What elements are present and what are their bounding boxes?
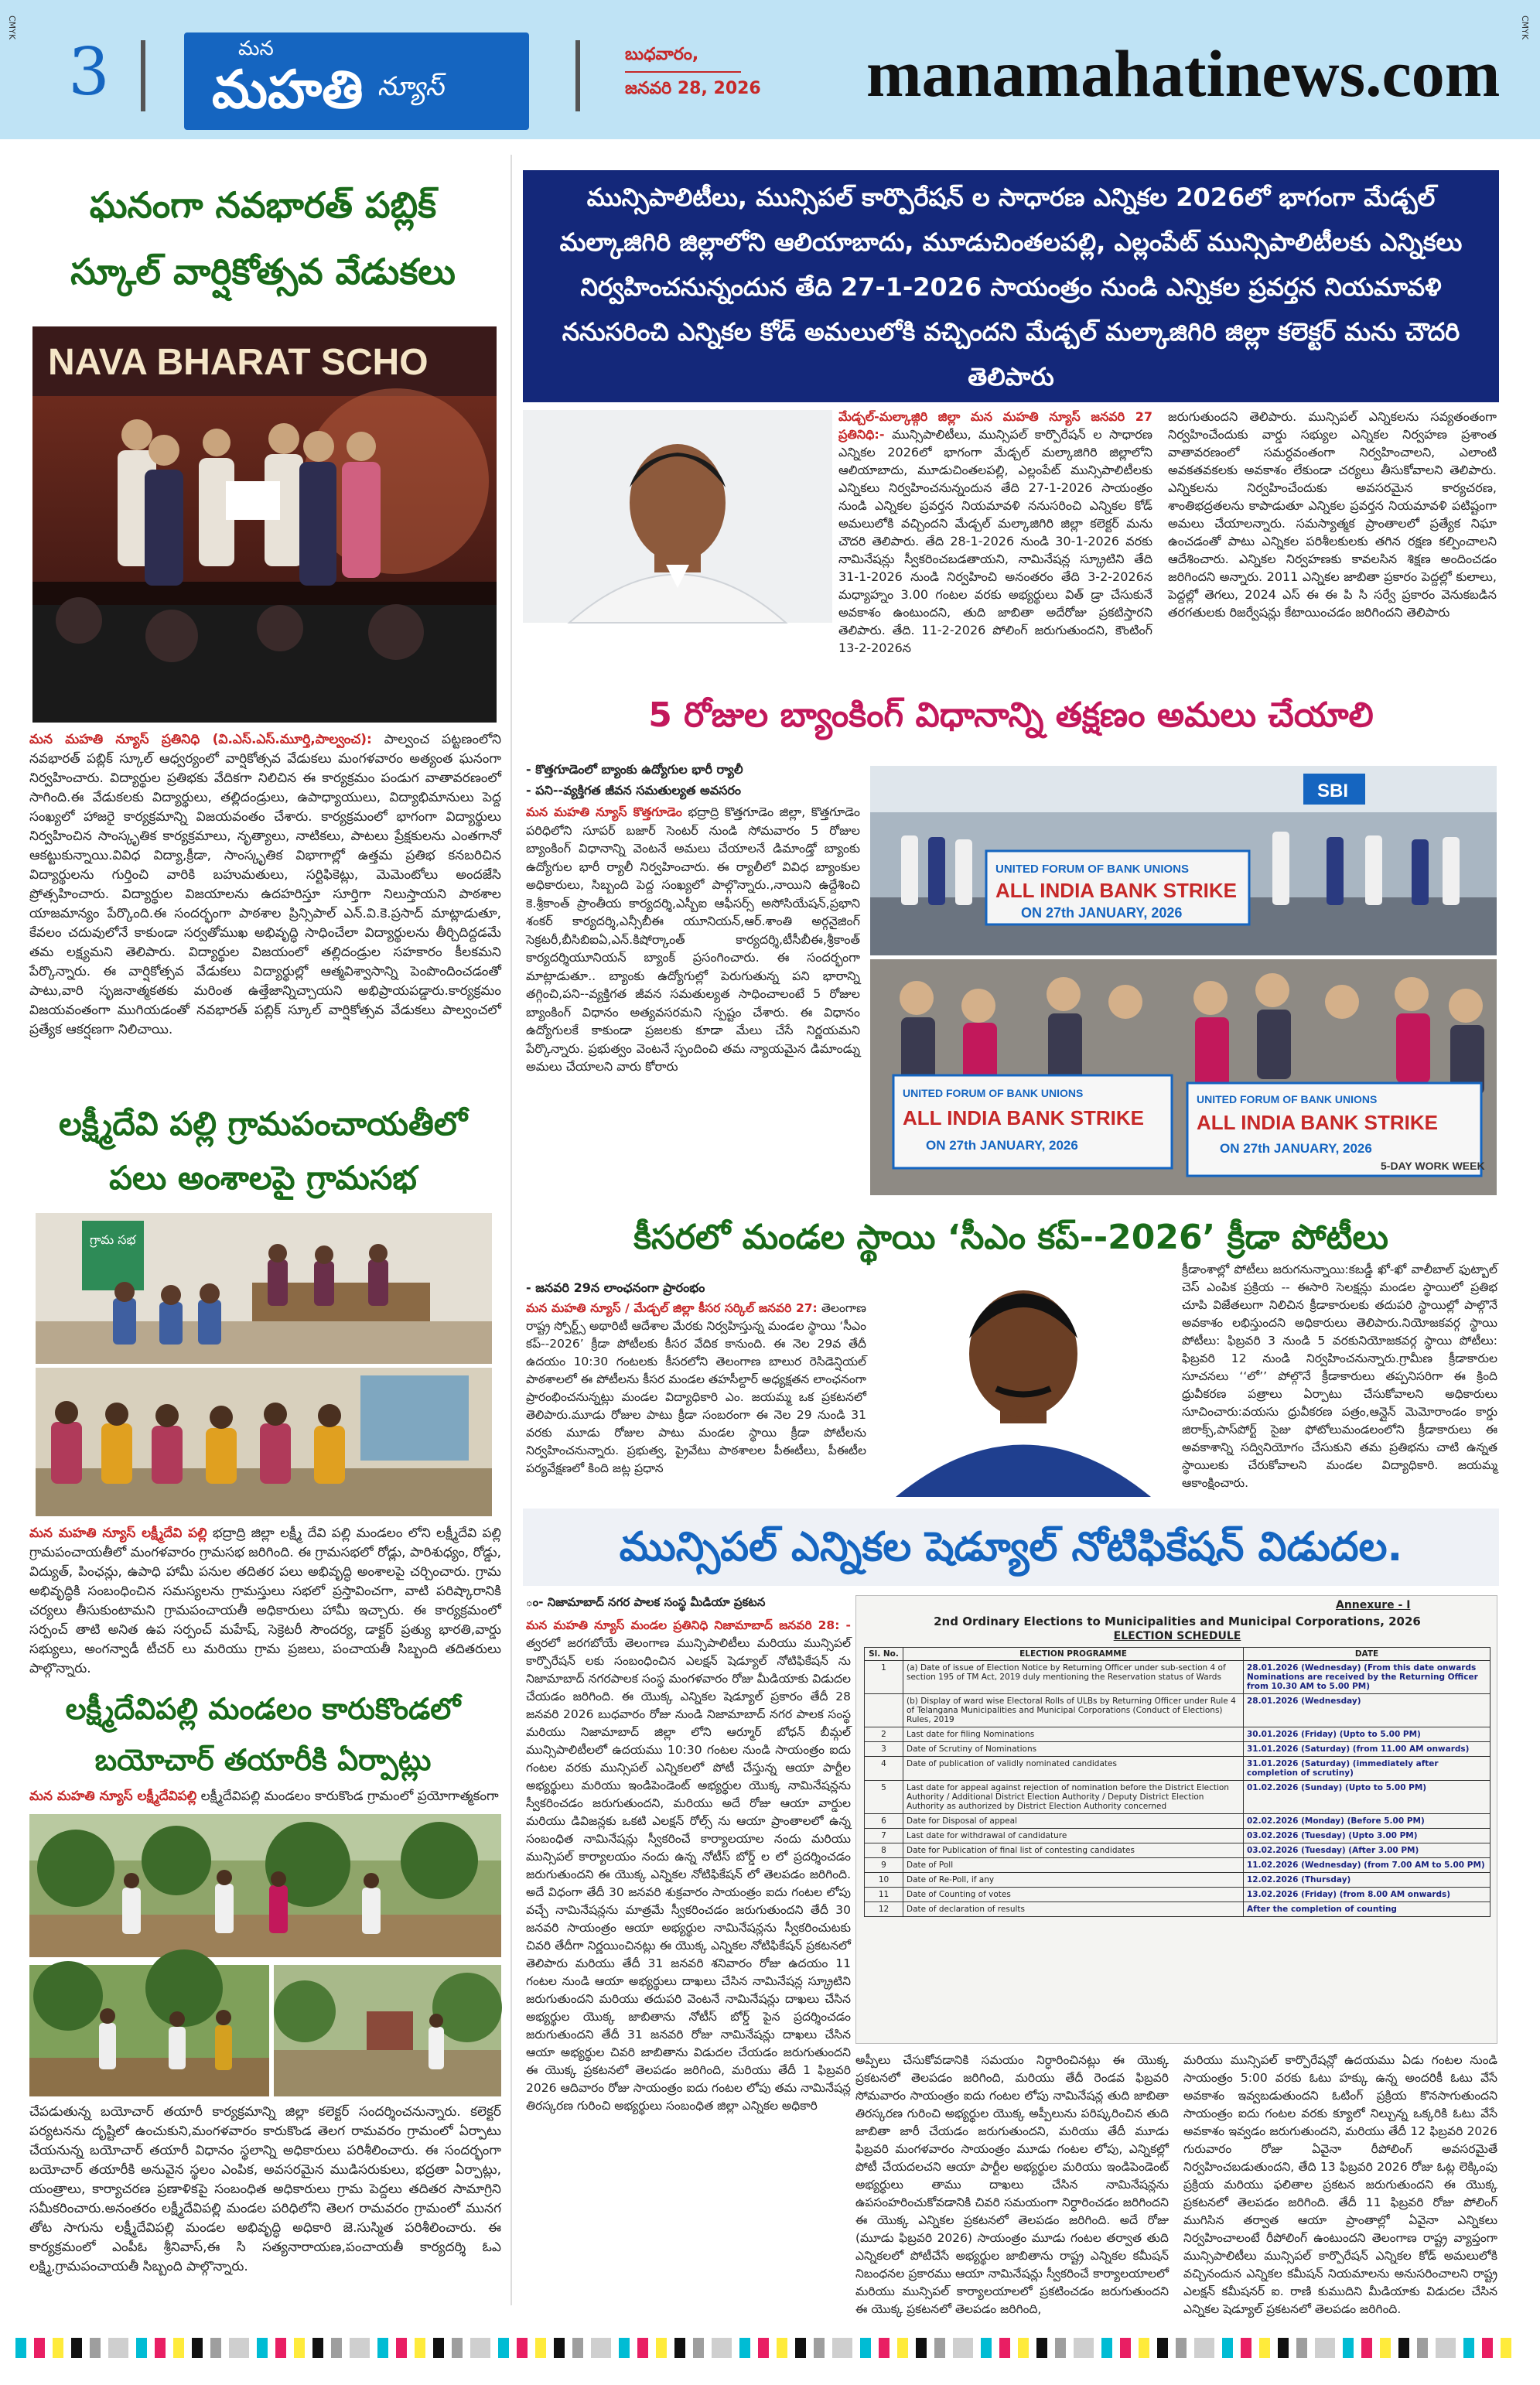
schedule-annex: Annexure - I [1336, 1599, 1411, 1611]
schedule-cell-date: 31.01.2026 (Saturday) (from 11.00 AM onwards) [1244, 1742, 1490, 1757]
registration-mark [591, 2338, 611, 2358]
strike-banner-3-line2: ALL INDIA BANK STRIKE [1197, 1111, 1438, 1134]
schedule-cell-slno: 5 [865, 1781, 903, 1814]
registration-mark [693, 2338, 704, 2358]
strike-banner-1-line1: UNITED FORUM OF BANK UNIONS [995, 863, 1189, 876]
schedule-body-text-3: మరియు మున్సిపల్ కార్పొరేషన్లో ఉదయము ఏడు గంటల నుండి సాయంత్రం 5:00 వరకు ఓటు హక్కు ఉన్న అందరికీ ఓటు వేసే అవకాశం ఇవ్వబడుతుందని ఓటింగ్ ప్రక్రియ కొనసాగుతుందని సాయంత్రం ఐదు గంటల వరకు క్యూలో నిల్చున్న ఒక్కరికి ఓటు వేసే అవకాశం ఇవ్వడం జరుగుతుందని, మరియు తేదీ 12 ఫిబ్రవరి 2026 గురువారం రోజు ఏవైనా రీపోలింగ్ అవసరమైతే నిర్వహించబడుతుందని, తేది 13 ఫిబ్రవరి 2026 రోజు ఓట్ల లెక్కింపు ప్రక్రియ మరియు ఫలితాల ప్రకటన జరుగుతుందని ఈ యొక్క ప్రకటనలో తెలపడం జరిగింది. తేదీ 11 ఫిబ్రవరి రోజు పోలింగ్ ముగిసిన తర్వాత ఆయా ప్రాంతాల్లో ఏవైనా ఎన్నికలు నిర్వహించాలంటే రీపోలింగ్ ఉంటుందని తెలంగాణ రాష్ట్ర వ్యాప్తంగా మున్సిపాలిటీలు మున్సిపల్ కార్పొరేషన్ ఎన్నికల కోడ్ అమలులోకి వచ్చినందున ఎన్నికల కమీషన్ నియమాలను అనుసరించాలని రాష్ట్ర ఎలక్షన్ కమీషనర్ ఐ. రాణి కుముదిని మీడియాకు విడుదల చేసిన ఎన్నికల షెడ్యూల్ ప్రకటనలో తెలపడం జరిగింది. [1183, 2053, 1497, 2316]
biochar-field-illustration-3 [274, 1965, 501, 2096]
gramasabha-poster-text: గ్రామ సభ [90, 1232, 136, 1247]
school-body-text: పాల్వంచ పట్టణంలోని నవభారత్ పబ్లిక్ స్కూల్ ఆధ్వర్యంలో వార్షికోత్సవ వేడుకలు మంగళవారం అత్యంత ఘనంగా నిర్వహించారు. విద్యార్థుల ప్రతిభకు వేదికగా నిలిచిన ఈ కార్యక్రమం పండుగ వాతావరణంలో సాగింది.ఈ వేడుకలకు విద్యార్థులు, తల్లిదండ్రులు, ఉపాధ్యాయులు, విద్యాభిమానులు పెద్ద సంఖ్యలో హాజరై కార్యక్రమాన్ని విజయవంతం చేశారు. కార్యక్రమంలో భాగంగా విద్యార్థులు నిర్వహించిన సాంస్కృతిక కార్యక్రమాలు, నృత్యాలు, నాటికలు, పాటలు ప్రేక్షకులను ఎంతగానో ఆకట్టుకున్నాయి.వివిధ విద్యా,క్రీడా, సాంస్కృతిక విభాగాల్లో ఉత్తమ ప్రతిభ కనబరిచిన విద్యార్థులను గుర్తించి వారికి బహుమతులు, సర్టిఫికెట్లు, మెమెంటోలు అందజేసి ప్రోత్సహించారు. విద్యార్థుల విజయాలను ఉదహరిస్తూ సూర్తిగా నిలుస్తాయని పాఠశాల యాజమాన్యం పేర్కొంది.ఈ సందర్భంగా పాఠశాల ప్రిన్సిపాల్ ఎన్.వి.కె.ప్రసాద్ మాట్లాడుతూ, కేవలం చదువులోనే కాకుండా సర్వతోముఖ అభివృద్ధి సాధించేలా విద్యార్థులను తీర్చిదిద్దడమే తమ లక్ష్యమని తెలిపారు. విద్యార్థుల విజయంలో తల్లిదండ్రుల సహకారం కీలకమని పేర్కొన్నారు. ఈ వార్షికోత్సవ వేడుకలు విద్యార్థుల్లో ఆత్మవిశ్వాసాన్ని పెంపొందించడంతో పాటు,వారి సృజనాత్మకతకు మరింత ఉత్తేజాన్నిచ్చాయని అభిప్రాయపడ్డారు.కార్యక్రమం విజయవంతంగా ముగియడంతో నవభారత్ పబ్లిక్ స్కూల్ వార్షికోత్సవ వేడుకలు పాల్వంచలో ప్రత్యేక ఆకర్షణగా నిలిచాయి. [29, 732, 502, 1037]
gramasabha-dateline: మన మహతి న్యూస్ లక్ష్మీదేవి పల్లి [29, 1526, 207, 1541]
registration-mark [1120, 2338, 1131, 2358]
registration-mark [90, 2338, 101, 2358]
logo-main: మహతి [212, 60, 364, 121]
schedule-cell-slno: 2 [865, 1727, 903, 1742]
schedule-row [865, 1873, 1490, 1888]
registration-mark [619, 2338, 630, 2358]
masthead [0, 0, 1540, 139]
schedule-header-programme: ELECTION PROGRAMME [903, 1648, 1244, 1661]
schedule-bullet: ం- నిజామాబాద్ నగర పాలక సంస్థ మీడియా ప్రకటన [526, 1595, 766, 1609]
website-url: manamahatinews.com [866, 36, 1501, 111]
schedule-header-slno: Sl. No. [865, 1648, 903, 1661]
schedule-cell-programme: Date for Publication of final list of contesting candidates [903, 1843, 1244, 1858]
registration-mark [1241, 2338, 1251, 2358]
elections-headline: మున్సిపాలిటీలు, మున్సిపల్ కార్పొరేషన్ ల సాధారణ ఎన్నికల 2026లో భాగంగా మేడ్చల్ మల్కాజిగిరి జిల్లాలోని ఆలియాబాదు, మూడుచింతలపల్లి, ఎల్లంపేట్ మున్సిపాలిటీలకు ఎన్నికలు నిర్వహించనున్నందున తేది 27-1-2026 సాయంత్రం నుండి ఎన్నికల ప్రవర్తన నియమావళి ననుసరించి ఎన్నికల కోడ్ అమలులోకి వచ్చిందని మేడ్చల్ మల్కాజిగిరి జిల్లా కలెక్టర్ మను చౌదరి తెలిపారు [559, 183, 1463, 391]
registration-mark [1436, 2338, 1456, 2358]
registration-mark [173, 2338, 184, 2358]
registration-mark [210, 2338, 221, 2358]
schedule-body-col3 [1183, 2052, 1497, 2316]
bank-rally-photo-1 [870, 766, 1497, 955]
collector-portrait [523, 410, 832, 623]
registration-mark [535, 2338, 546, 2358]
cmcup-body-col1 [526, 1300, 866, 1497]
schedule-row [865, 1661, 1490, 1694]
school-dateline: మన మహతి న్యూస్ ప్రతినిధి (వి.ఎస్.ఎస్.మూర్తి,పాల్వంచ): [29, 732, 372, 747]
registration-mark [953, 2338, 973, 2358]
registration-mark [1315, 2338, 1335, 2358]
schedule-row [865, 1757, 1490, 1781]
schedule-cell-date: 28.01.2026 (Wednesday) (From this date onwards Nominations are received by the Returning Officer from 10.30 AM to 5.00 PM) [1244, 1661, 1490, 1694]
banking-dateline: మన మహతి న్యూస్ కొత్తగూడెం [526, 805, 682, 819]
schedule-row [865, 1814, 1490, 1829]
elections-body-col2 [1168, 408, 1497, 636]
schedule-row [865, 1781, 1490, 1814]
schedule-cell-slno: 1 [865, 1661, 903, 1694]
schedule-body-text-2: అప్పీలు చేసుకోవడానికి సమయం నిర్ధారించినట్లు ఈ యొక్క ప్రకటనలో తెలపడం జరిగింది, మరియు తేదీ రెండవ ఫిబ్రవరి సోమవారం సాయంత్రం ఐదు గంటల లోపు నామినేషన్ల తుది జాబితా తిరస్కరణ గురించి అభ్యర్థుల యొక్క అప్పీలును పరిష్కరించిన తుది జాబితా జారీ చేయడం జరుగుతుందని, మరియు తేదీ మూడు ఫిబ్రవరి మంగళవారం సాయంత్రం మూడు గంటల లోపు, ఎన్నికల్లో పోటీ చేయదలచని ఆయా పార్టీల అభ్యర్థుల మరియు ఇండిపెండెంట్ అభ్యర్థులు తాము దాఖలు చేసిన నామినేషన్లను ఉపసంహరించుకోవడానికి చివరి సమయంగా నిర్ధారించడం జరిగిందని ఈ యొక్క ఎన్నికల ప్రకటనలో తెలపడం జరిగింది. అదే రోజు (మూడు ఫిబ్రవరి 2026) సాయంత్రం మూడు గంటల తర్వాత తుది ఎన్నికలలో పోటీచేసే అభ్యర్థుల జాబితాను రాష్ట్ర ఎన్నికల కమీషన్ నిబంధనల ప్రకారము ఆయా నామినేషన్లు స్వీకరించే కార్యాలయాలలో మరియు మున్సిపల్ కార్యాలయాలలో ప్రకటించడం జరుగుతుందని ఈ యొక్క ప్రకటనలో తెలపడం జరిగింది, [855, 2053, 1169, 2316]
cmyk-label-left: CMYK [7, 15, 17, 40]
schedule-cell-date: After the completion of counting [1244, 1902, 1490, 1917]
registration-mark [377, 2338, 388, 2358]
registration-mark [275, 2338, 286, 2358]
registration-mark [1501, 2338, 1511, 2358]
elections-body-text-2: జరుగుతుందని తెలిపారు. మున్సిపల్ ఎన్నికలను సవ్యతంతంగా నిర్వహించేందుకు వార్డు సభ్యుల ఎన్నికల నిర్వహణ ప్రశాంత వాతావరణంలో సమర్ధవంతంగా నిర్వహించాలని, ఎలాంటి అవకతవకలకు అవకాశం లేకుండా చర్యలు తీసుకోవాలని తెలిపారు. ఎన్నికలను నిర్వహించేందుకు అవసరమైన కార్యచరణ, శాంతిభద్రతలను కాపాడుతూ ఎన్నికల ప్రవర్తన నియమావళి పటిష్టంగా అమలు చేయాలన్నారు. సమస్యాత్మక ప్రాంతాలలో ప్రత్యేక నిఘా ఉంచడంతో పాటు ఎన్నికల పరిశీలకులకు తగిన రక్షణ కల్పించాలని ఆదేశించారు. ఎన్నికల నిర్వహణకు కావలసిన శిక్షణ అందించడం జరిగిందని అన్నారు. 2011 ఎన్నికల జాబితా ప్రకారం పెద్దల్లో కులాలు, పెద్దల్లో తెగలు, 2024 ఎస్ ఈ ఈ పి సి సర్వే ప్రకారం వెనుకబడిన తరగతులకు రిజర్వేషన్లు కేటాయించడం జరిగిందని తెలిపారు [1168, 409, 1497, 620]
registration-mark [1343, 2338, 1354, 2358]
newspaper-logo [184, 32, 529, 130]
schedule-cell-slno: 4 [865, 1757, 903, 1781]
collector-photo [523, 410, 832, 623]
schedule-cell-date: 03.02.2026 (Tuesday) (After 3.00 PM) [1244, 1843, 1490, 1858]
schedule-cell-programme: Last date for filing Nominations [903, 1727, 1244, 1742]
registration-mark [739, 2338, 750, 2358]
cmcup-dateline: మన మహతి న్యూస్ / మేడ్చల్ జిల్లా కీసర సర్కిల్ జనవరి 27: [526, 1301, 818, 1315]
schedule-cell-date: 28.01.2026 (Wednesday) [1244, 1694, 1490, 1727]
registration-mark [554, 2338, 565, 2358]
schedule-cell-programme: (a) Date of issue of Election Notice by Returning Officer under sub-section 4 of section 195 of TM Act, 2019 duly mentioning the Reservation status of Wards [903, 1661, 1244, 1694]
divider [141, 40, 145, 111]
registration-mark [1482, 2338, 1493, 2358]
registration-mark [795, 2338, 806, 2358]
biochar-field-illustration-2 [29, 1965, 269, 2096]
schedule-cell-date: 02.02.2026 (Monday) (Before 5.00 PM) [1244, 1814, 1490, 1829]
registration-mark [1018, 2338, 1029, 2358]
schedule-body-text-1: త్వరలో జరగబోయే తెలంగాణ మున్సిపాలిటీలు మరియు మున్సిపల్ కార్పొరేషన్ లకు సంబంధించిన ఎలక్షన్ షెడ్యూల్ నోటిఫికేషన్ ను నిజామాబాద్ నగరపాలక సంస్థ మంగళవారం రోజు మీడియాకు విడుదల చేయడం జరిగింది. ఈ యొక్క ఎన్నికల షెడ్యూల్ ప్రకారం తేదీ 28 జనవరి 2026 బుధవారం రోజు నుండి నిజామాబాద్ నగర పాలక సంస్థ మరియు నిజామాబాద్ జిల్లా లోని ఆర్మూర్ బోధన్ బీమ్గల్ మున్సిపాలిటీలలో ఉదయము 10:30 గంటల నుండి సాయంత్రం ఐదు గంటల వరకు మున్సిపల్ ఎన్నికలలో పోటీ చేస్తున్న ఆయా పార్టీల అభ్యర్థులు మరియు ఇండిపెండెంట్ అభ్యర్థుల యొక్క నామినేషన్లను స్వీకరించడం జరుగుతుందని, మరియు అదే రోజు ఆయా వార్డుల మరియు డివిజన్లకు ఒకటి ఎలక్షన్ రోల్స్ ను ఆయా ప్రాంతాలలో ఉన్న సంబంధిత నామినేషన్లు స్వీకరించే కార్యాలయాల నందు మరియు మున్సిపల్ కార్యాలయం నందు ఉన్న నోటీస్ బోర్డ్ ల లో ప్రదర్శించడం జరుగుతుందని ఈ యొక్క ఎన్నికల నోటిఫికేషన్ లో తెలపడం జరిగింది. అదే విధంగా తేదీ 30 జనవరి శుక్రవారం సాయంత్రం ఐదు గంటల లోపు వచ్చే నామినేషన్లను మాత్రమే స్వీకరించడం జరుగుతుందని తేదీ 30 జనవరి సాయంత్రం ఆయా అభ్యర్థుల నామినేషన్లను స్వీకరించుటకు చివరి తేదీగా నిర్ణయించినట్లు ఈ యొక్క ఎన్నికల నోటిఫికేషన్ ప్రకటనలో తెలిపారు మరియు తేదీ 31 జనవరి శనివారం రోజు ఉదయం 11 గంటల నుండి ఆయా అభ్యర్థులు దాఖలు చేసిన నామినేషన్ల స్క్రూటిని జరుగుతుందని మరియు తదుపరి వెంటనే నామినేషన్లు దాఖలు చేసిన అభ్యర్థుల యొక్క జాబితాను నోటీస్ బోర్డ్ పైన ప్రదర్శించడం జరుగుతుందని తేదీ 31 జనవరి రోజు నామినేషన్లు దాఖలు చేసిన ఆయా అభ్యర్థుల చివరి జాబితాను విడుదల చేయడం జరుగుతుందని ఈ యొక్క ప్రకటనలో తెలపడం జరిగింది, మరియు తేదీ 1 ఫిబ్రవరి 2026 ఆదివారం రోజు సాయంత్రం ఐదు గంటల లోపు తమ నామినేషన్ల తిరస్కరణ గురించి అభ్యర్థులు సంబంధిత జిల్లా ఎన్నికల అధికారి [526, 1636, 851, 2113]
schedule-cell-date: 01.02.2026 (Sunday) (Upto to 5.00 PM) [1244, 1781, 1490, 1814]
gramasabha-body-text: భద్రాద్రి జిల్లా లక్ష్మీ దేవి పల్లి మండలం లోని లక్ష్మీదేవి పల్లి గ్రామపంచాయతీలో మంగళవారం గ్రామసభ జరిగింది. ఈ గ్రామసభలో రోడ్లు, పారిశుధ్యం, రోడ్డు, విద్యుత్, పింఛన్లు, ఉపాధి హామీ పనుల తదితర పలు అభివృద్ధి అంశాలపై చర్చించారు. గ్రామ అభివృద్ధికి సంబంధించిన సమస్యలను గ్రామస్తులు సభలో ప్రస్తావించగా, వాటి పరిష్కారానికి చర్యలు తీసుకుంటామని గ్రామపంచాయతీ అధికారులు హామీ ఇచ్చారు. ఈ కార్యక్రమంలో సర్పంచ్ తాటి అనిత ఉప సర్పంచ్ మహేష్, సెక్రెటరీ సౌందర్య, డాక్టర్ ప్రత్యు భారతి,వార్డు సభ్యులు, అంగన్వాడీ టీచర్ లు మరియు గ్రామ ప్రజలు, పంచాయతీ సిబ్బంది తదితరులు పాల్గొన్నారు. [29, 1526, 502, 1676]
registration-mark [981, 2338, 992, 2358]
registration-mark [758, 2338, 769, 2358]
schedule-cell-programme: Last date for appeal against rejection of nomination before the District Election Authority / Additional District Election Authority / Deputy District Election Authority as authorized by District Election Authority concerned [903, 1781, 1244, 1814]
cmcup-body-text-1: తెలంగాణ రాష్ట్ర స్పోర్ట్స్ అథారిటీ ఆదేశాల మేరకు నిర్వహిస్తున్న మండల స్థాయి ‘సీఎం కప్--2026’ క్రీడా పోటీలకు కీసర వేదిక కానుంది. ఈ నెల 29వ తేదీ ఉదయం 10:30 గంటలకు కీసరలోని తెలంగాణ బాలుర రెసిడెన్షియల్ పాఠశాలలో ఈ పోటీలను కీసర మండల తహసీల్దార్ అధ్యక్షతన లాంఛనంగా ప్రారంభించనున్నట్లు మండల విద్యాధికారి ఎం. జయమ్మ ఒక ప్రకటనలో తెలిపారు.మూడు రోజుల పాటు క్రీడా సంబరంగా ఈ నెల 29 నుండి 31 వరకు మూడు రోజుల పాటు మండల స్థాయి క్రీడా పోటీలను నిర్వహించనున్నారు. ప్రభుత్వ, ప్రైవేటు పాఠశాలల పీఈటీలు, పీఈటీల పర్యవేక్షణలో కింది జట్ల ప్రధాన [526, 1301, 867, 1475]
registration-mark [916, 2338, 927, 2358]
biochar-dateline: మన మహతి న్యూస్ లక్ష్మీదేవిపల్లి [29, 1789, 197, 1804]
schedule-cell-date: 30.01.2026 (Friday) (Upto to 5.00 PM) [1244, 1727, 1490, 1742]
schedule-cell-date: 11.02.2026 (Wednesday) (from 7.00 AM to 5.00 PM) [1244, 1858, 1490, 1873]
sbi-sign-text: SBI [1317, 781, 1349, 801]
registration-mark [999, 2338, 1010, 2358]
registration-mark [1417, 2338, 1428, 2358]
schedule-row [865, 1829, 1490, 1843]
school-headline-line1: ఘనంగా నవభారత్ పబ్లిక్ [89, 184, 437, 226]
registration-mark [674, 2338, 685, 2358]
schedule-header-date: DATE [1244, 1648, 1490, 1661]
registration-mark [832, 2338, 852, 2358]
registration-mark [15, 2338, 26, 2358]
logo-top: మన [238, 37, 274, 60]
registration-mark [433, 2338, 444, 2358]
schedule-cell-slno: 8 [865, 1843, 903, 1858]
schedule-row [865, 1902, 1490, 1917]
schedule-row [865, 1888, 1490, 1902]
cmcup-bullet: - జనవరి 29న లాంఛనంగా ప్రారంభం [526, 1280, 705, 1295]
strike-banner-2-line3: ON 27th JANUARY, 2026 [926, 1138, 1078, 1153]
registration-mark [1074, 2338, 1094, 2358]
registration-mark [934, 2338, 945, 2358]
issue-date: జనవరి 28, 2026 [625, 79, 761, 98]
registration-mark [572, 2338, 583, 2358]
schedule-cell-date: 12.02.2026 (Thursday) [1244, 1873, 1490, 1888]
schedule-cell-slno: 10 [865, 1873, 903, 1888]
school-event-photo [32, 326, 497, 723]
registration-mark [1222, 2338, 1233, 2358]
banking-body-text: భద్రాద్రి కొత్తగూడెం జిల్లా, కొత్తగూడెం పరిధిలోని సూపర్ బజార్ సెంటర్ నుండి సోమవారం 5 రోజుల బ్యాంకింగ్ విధానాన్ని వెంటనే అమలు చేయాలనే డిమాండ్తో బ్యాంకు ఉద్యోగుల భారీ ర్యాలీ నిర్వహించారు. ఈ ర్యాలీలో వివిధ బ్యాంకుల అధికారులు, సిబ్బంది పెద్ద సంఖ్యలో పాల్గొన్నారు.,నాయిని ఉద్దేశించి కె.శ్రీకాంత్ ప్రాంతీయ కార్యదర్శి,ఎస్బీఐ ఆఫీసర్స్ అసోసియేషన్,ప్రభాని శంకర్ కార్యదర్శి,ఎన్సీబీఈ యూనియన్,ఆర్.శాంతి అర్గనైజింగ్ సెక్రటరీ,బీసిబిఐఏ,ఎన్.కిషోర్కాంత్ కార్యదర్శి,టీసీబీఈ,శ్రీకాంత్ కార్యదర్శియూనియన్ బ్యాంక్ ప్రసంగించారు. ఈ సందర్భంగా మాట్లాడుతూ.. బ్యాంకు ఉద్యోగుల్లో పెరుగుతున్న పని భారాన్ని తగ్గించి,పని--వ్యక్తిగత జీవన సమతుల్యత సాధించాలంటే 5 రోజుల బ్యాంకింగ్ విధానం అత్యవసరమని స్పష్టం చేశారు. ఈ విధానం ఉద్యోగులకే కాకుండా ప్రజలకు కూడా మేలు చేసే నిర్ణయమని పేర్కొన్నారు. ప్రభుత్వం వెంటనే స్పందించి తమ న్యాయమైన డిమాండ్ను అమలు చేయాలని వారు కోరారు [526, 805, 860, 1074]
elections-body-text-1: మున్సిపాలిటీలు, మున్సిపల్ కార్పొరేషన్ ల సాధారణ ఎన్నికల 2026లో భాగంగా మేడ్చల్ మల్కాజిగిరి జిల్లాలోని ఆలియాబాదు, మూడుచింతలపల్లి, ఎల్లంపేట్ మున్సిపాలిటీలకు ఎన్నికలు నిర్వహించనున్నందున తేది 27-1-2026 సాయంత్రం నుండి ఎన్నికల ప్రవర్తన నియమావళి ననుసరించి ఎన్నికల కోడ్ అమలులోకి వచ్చిందని మేడ్చల్ మల్కాజిగిరి జిల్లా కలెక్టర్ మను చౌదరి తెలిపారు. తేది 28-1-2026 నుండి 30-1-2026 వరకు నామినేషన్లు స్వీకరించబడతాయని, నామినేషన్ల స్క్రూటిని తేది 31-1-2026 నుండి నిర్వహించి అనంతరం తేది 3-2-2026న మధ్యాహ్నం 3.00 గంటల వరకు అభ్యర్థులు విత్ డ్రా చేసుకునే అవకాశం ఉంటుందని, తుది జాబితా అదేరోజు ప్రకటిస్తారని తెలిపారు. తేది. 11-2-2026 పోలింగ్ జరుగుతుందని, కౌంటింగ్ 13-2-2026న [838, 427, 1152, 655]
school-banner-text: NAVA BHARAT SCHO [48, 342, 429, 383]
schedule-cell-programme: Date of Poll [903, 1858, 1244, 1873]
registration-mark [71, 2338, 82, 2358]
schedule-cell-programme: Date for Disposal of appeal [903, 1814, 1244, 1829]
registration-mark [712, 2338, 732, 2358]
registration-mark [257, 2338, 268, 2358]
banking-bullet-1: - కొత్తగూడెంలో బ్యాంకు ఉద్యోగుల భారీ ర్యాలీ [526, 762, 743, 777]
schedule-cell-slno: 9 [865, 1858, 903, 1873]
schedule-cell-slno: 7 [865, 1829, 903, 1843]
gramasabha-meeting-illustration-1 [36, 1213, 492, 1364]
gramasabha-photo-2 [36, 1368, 492, 1516]
registration-mark [396, 2338, 407, 2358]
strike-banner-2-line2: ALL INDIA BANK STRIKE [903, 1106, 1144, 1129]
strike-banner-3-line1: UNITED FORUM OF BANK UNIONS [1197, 1093, 1378, 1105]
schedule-cell-programme: Date of Counting of votes [903, 1888, 1244, 1902]
registration-mark [814, 2338, 825, 2358]
schedule-headline: మున్సిపల్ ఎన్నికల షెడ్యూల్ నోటిఫికేషన్ విడుదల. [619, 1524, 1403, 1570]
registration-mark [1101, 2338, 1112, 2358]
gramasabha-photo-1 [36, 1213, 492, 1364]
gramasabha-headline-line1: లక్ష్మీదేవి పల్లి గ్రామపంచాయతీలో [58, 1105, 468, 1143]
schedule-body-col2 [855, 2052, 1169, 2316]
gramasabha-article-body [29, 1524, 502, 1676]
elections-dateline: మేడ్చల్-మల్కాజ్గిరి జిల్లా మన మహతి న్యూస్ జనవరి 27 ప్రతినిధి:- [838, 409, 1152, 442]
banking-bullet-2: - పని--వ్యక్తిగత జీవన సమతుల్యత అవసరం [526, 783, 742, 798]
bank-rally-illustration-2 [870, 959, 1497, 1195]
schedule-doc-subtitle: ELECTION SCHEDULE [1113, 1630, 1241, 1642]
biochar-photo-3 [274, 1965, 501, 2096]
date-rule [625, 71, 741, 73]
schedule-row [865, 1742, 1490, 1757]
schedule-cell-slno [865, 1694, 903, 1727]
schedule-cell-slno: 12 [865, 1902, 903, 1917]
biochar-headline-line2: బయోచార్ తయారీకి ఏర్పాట్లు [94, 1743, 432, 1777]
schedule-cell-programme: (b) Display of ward wise Electoral Rolls of ULBs by Returning Officer under Rule 4 of Telangana Municipalities and Municipal Corporations (Conduct of Elections) Rules, 2019 [903, 1694, 1244, 1727]
schedule-cell-programme: Last date for withdrawal of candidature [903, 1829, 1244, 1843]
registration-mark [312, 2338, 323, 2358]
biochar-body-text: చేపడుతున్న బయోచార్ తయారీ కార్యక్రమాన్ని జిల్లా కలెక్టర్ సందర్శించనున్నారు. కలెక్టర్ పర్యటనను దృష్టిలో ఉంచుకుని,మంగళవారం కారుకొండ తెలగ రామవరం గ్రామంలో ఏర్పాటు చేయనున్న బయోచార్ తయారీ విధానం స్థలాన్ని అధికారులు పరిశీలించారు. ఈ సందర్భంగా బయోచార్ తయారీకి అనువైన స్థలం ఎంపిక, అవసరమైన ముడిసరుకులు, భద్రతా ఏర్పాట్లు, యంత్రాలు, కార్యాచరణ ప్రణాళికపై సంబంధిత అధికారులు గ్రామ పెద్దలు తదితర సామాగ్రిని సమీకరించారు.అనంతరం లక్ష్మీదేవిపల్లి మండల పరిధిలోని తెలగ రామవరం గ్రామంలో మునగ తోట సాగును లక్ష్మీదేవిపల్లి మండల అభివృద్ధి అధికారి జె.సుస్మిత పరిశీలించారు. ఈ కార్యక్రమంలో ఎంపీఓ శ్రీనివాస్,ఈ సి సత్యనారాయణ,పంచాయతీ కార్యదర్శి ఓఎ లక్ష్మి,గ్రామపంచాయతీ సిబ్బంది పాల్గొన్నారు. [29, 2104, 501, 2274]
logo-side: న్యూస్ [377, 71, 445, 102]
schedule-cell-slno: 6 [865, 1814, 903, 1829]
registration-mark [415, 2338, 425, 2358]
registration-mark [192, 2338, 203, 2358]
registration-mark [452, 2338, 463, 2358]
registration-mark [294, 2338, 305, 2358]
divider [575, 40, 580, 111]
registration-mark [637, 2338, 648, 2358]
registration-mark [879, 2338, 890, 2358]
registration-mark [1157, 2338, 1168, 2358]
strike-banner-3-line3: ON 27th JANUARY, 2026 [1220, 1141, 1372, 1156]
biochar-headline [23, 1683, 503, 1789]
registration-mark [1380, 2338, 1391, 2358]
biochar-headline-line1: లక్ష్మీదేవిపల్లి మండలం కారుకొండలో [65, 1692, 461, 1726]
schedule-cell-date: 03.02.2026 (Tuesday) (Upto 3.00 PM) [1244, 1829, 1490, 1843]
schedule-cell-date: 13.02.2026 (Friday) (from 8.00 AM onwards) [1244, 1888, 1490, 1902]
schedule-row [865, 1843, 1490, 1858]
registration-mark [1463, 2338, 1474, 2358]
schedule-row [865, 1727, 1490, 1742]
cmcup-body-col2 [1182, 1261, 1497, 1497]
schedule-row [865, 1858, 1490, 1873]
schedule-cell-programme: Date of publication of validly nominated candidates [903, 1757, 1244, 1781]
biochar-article-body [29, 2103, 501, 2292]
registration-mark [1139, 2338, 1149, 2358]
gramasabha-meeting-illustration-2 [36, 1368, 492, 1516]
strike-banner-1-line3: ON 27th JANUARY, 2026 [1021, 905, 1183, 921]
registration-mark [1259, 2338, 1270, 2358]
schedule-cell-programme: Date of declaration of results [903, 1902, 1244, 1917]
registration-mark [860, 2338, 871, 2358]
biochar-dateline-rest: లక్ష్మీదేవిపల్లి మండలం కారుకొండ గ్రామంలో ప్రయోగాత్మకంగా [200, 1789, 499, 1804]
sports-official-portrait [872, 1261, 1174, 1497]
biochar-photo-1 [29, 1814, 501, 1957]
schedule-header-row [865, 1648, 1490, 1661]
schedule-doc-title: 2nd Ordinary Elections to Municipalities and Municipal Corporations, 2026 [934, 1614, 1421, 1628]
schedule-cell-programme: Date of Scrutiny of Nominations [903, 1742, 1244, 1757]
school-event-illustration [32, 326, 497, 723]
school-headline-line2: స్కూల్ వార్షికోత్సవ వేడుకలు [70, 251, 456, 292]
school-headline [23, 172, 503, 311]
registration-mark [1194, 2338, 1214, 2358]
schedule-table [864, 1647, 1490, 1917]
registration-mark [1055, 2338, 1066, 2358]
print-registration-strip [0, 2338, 1540, 2363]
column-divider [510, 155, 512, 2305]
school-article-body [29, 730, 501, 1090]
schedule-body-col1 [526, 1617, 851, 2298]
registration-mark [53, 2338, 63, 2358]
schedule-cell-slno: 11 [865, 1888, 903, 1902]
registration-mark [777, 2338, 787, 2358]
strike-banner-3-line4: 5-DAY WORK WEEK [1381, 1160, 1485, 1172]
bank-rally-illustration-1 [870, 766, 1497, 955]
registration-mark [1278, 2338, 1289, 2358]
registration-mark [1361, 2338, 1372, 2358]
strike-banner-2-line1: UNITED FORUM OF BANK UNIONS [903, 1087, 1084, 1099]
registration-mark [1296, 2338, 1307, 2358]
strike-banner-1-line2: ALL INDIA BANK STRIKE [995, 879, 1237, 902]
registration-mark [108, 2338, 128, 2358]
registration-mark [136, 2338, 147, 2358]
schedule-cell-programme: Date of Re-Poll, if any [903, 1873, 1244, 1888]
schedule-row [865, 1694, 1490, 1727]
election-schedule-document [855, 1595, 1497, 2044]
registration-mark [498, 2338, 509, 2358]
registration-mark [229, 2338, 249, 2358]
elections-body-col1 [838, 408, 1152, 655]
banking-article-body [526, 803, 860, 1194]
sports-official-photo [872, 1261, 1174, 1497]
registration-mark [1398, 2338, 1409, 2358]
registration-mark [1036, 2338, 1047, 2358]
cmyk-label: CMYK [1520, 15, 1530, 40]
registration-mark [1176, 2338, 1187, 2358]
biochar-dateline-row [29, 1787, 501, 1807]
cmcup-headline: కీసరలో మండల స్థాయి ‘సీఎం కప్--2026’ క్రీడా పోటీలు [633, 1218, 1388, 1257]
registration-mark [897, 2338, 908, 2358]
cmcup-body-text-2: క్రీడాంశాల్లో పోటీలు జరుగనున్నాయి:కబడ్డీ ఖో-ఖో వాలీబాల్ ఫుట్బాల్ చెస్ ఎంపిక ప్రక్రియ -- ఈసారి సెలక్షన్లు మండల స్థాయిలో ప్రతిభ చూపి విజేతలుగా నిలిచిన క్రీడాకారులకు తదుపరి స్థాయిల్లో పాల్గొనే అవకాశం లభిస్తుందని అధికారులు తెలిపారు.నియోజకవర్గ స్థాయి పోటీలు: ఫిబ్రవరి 3 నుండి 5 వరకునియోజకవర్గ స్థాయి పోటీలు: ఫిబ్రవరి 12 నుండి నిర్వహించనున్నారు.గ్రామీణ క్రీడాకారుల సూచనలు ‘‘లో’’ పోల్గొనే క్రీడాకారులు తప్పనిసరిగా ఈ క్రింది ధ్రువీకరణ పత్రాలు ఏర్పాటు చేసుకోవాలని అధికారులు సూచించారు:వయసు ధ్రువీకరణ పత్రం,ఆన్లైన్ మెమోరాండం కార్డు జిరాక్స్,పాస్‌పోర్ట్ సైజు ఫోటోలుమండలంలోని క్రీడాకారులు ఈ అవకాశాన్ని సద్వినియోగం చేసుకుని తమ ప్రతిభను చాటి ఉన్నత స్థాయిలకు చేరుకోవాలని మండల విద్యాధికారి. జయమ్మ ఆకాంక్షించారు. [1182, 1263, 1497, 1490]
schedule-dateline: మన మహతి న్యూస్ మండల ప్రతినిధి నిజామాబాద్ జనవరి 28: - [526, 1618, 851, 1632]
bank-rally-photo-2 [870, 959, 1497, 1195]
registration-mark [155, 2338, 166, 2358]
issue-day: బుధవారం, [625, 45, 699, 64]
banking-headline: 5 రోజుల బ్యాంకింగ్ విధానాన్ని తక్షణం అమలు చేయాలి [648, 695, 1374, 735]
page-number: 3 [68, 34, 110, 110]
gramasabha-headline [23, 1097, 503, 1213]
biochar-photo-2 [29, 1965, 269, 2096]
registration-mark [350, 2338, 370, 2358]
biochar-field-illustration-1 [29, 1814, 501, 1957]
schedule-cell-date: 31.01.2026 (Saturday) (immediately after completion of scrutiny) [1244, 1757, 1490, 1781]
registration-mark [470, 2338, 490, 2358]
registration-mark [34, 2338, 45, 2358]
gramasabha-headline-line2: పలు అంశాలపై గ్రామసభ [109, 1159, 417, 1197]
elections-headline-box [523, 170, 1499, 402]
registration-mark [656, 2338, 667, 2358]
schedule-cell-slno: 3 [865, 1742, 903, 1757]
registration-mark [331, 2338, 342, 2358]
registration-mark [517, 2338, 528, 2358]
